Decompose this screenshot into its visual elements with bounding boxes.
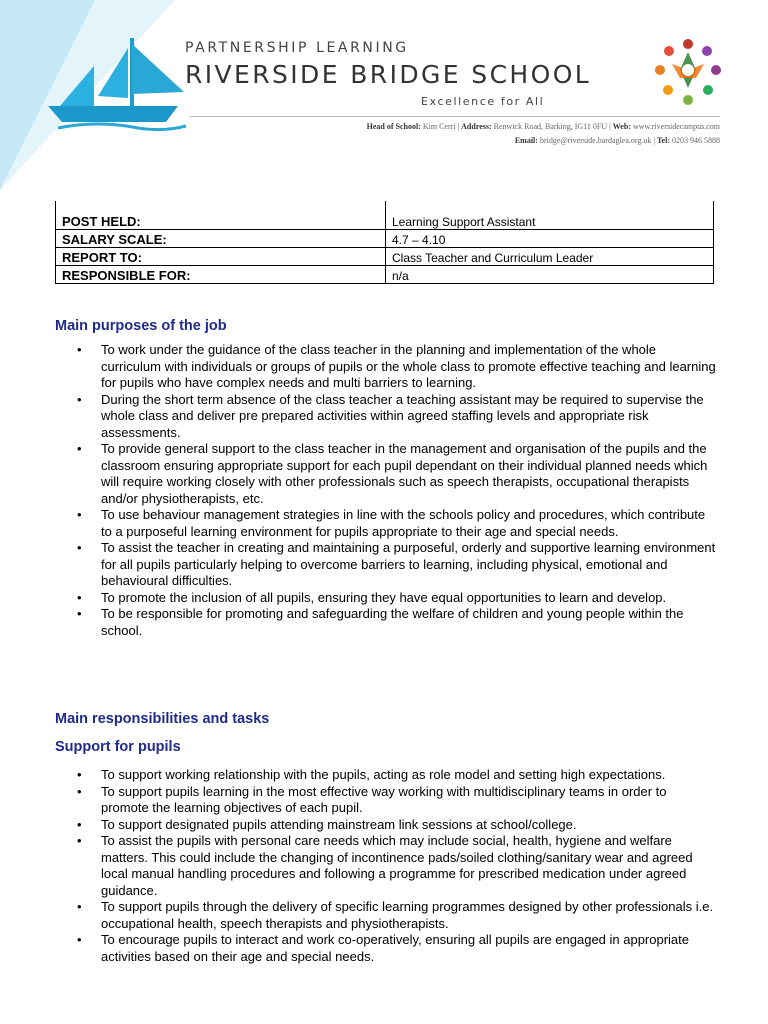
separator: | bbox=[653, 136, 655, 145]
email-label: Email: bbox=[514, 136, 538, 145]
tel-value: 0203 946 5888 bbox=[672, 136, 720, 145]
address-value: Renwick Road, Barking, IG11 0FU bbox=[493, 122, 608, 131]
report-to-label: REPORT TO: bbox=[56, 248, 386, 266]
report-to-value: Class Teacher and Curriculum Leader bbox=[386, 248, 714, 266]
responsible-for-value: n/a bbox=[386, 266, 714, 284]
support-list bbox=[101, 767, 716, 965]
web-link[interactable]: www.riversidecampus.com bbox=[632, 122, 720, 131]
brand-tagline: Excellence for All bbox=[421, 95, 545, 108]
list-item: • To encourage pupils to interact and work co-operatively, ensuring all pupils are engaged in appropriate activities based on their age and special needs. bbox=[101, 932, 716, 965]
list-item: • To provide general support to the class teacher in the management and organisation of the pupils and the classroom ensuring appropriate support for each pupil dependant on their individual planned needs which will require working closely with other professionals such as speech therapists, occupational therapists and/or physiotherapists, etc. bbox=[101, 441, 716, 507]
salary-scale-value: 4.7 – 4.10 bbox=[386, 230, 714, 248]
list-item: • To use behaviour management strategies in line with the schools policy and procedures, which contribute to a purposeful learning environment for pupils appropriate to their age and special needs. bbox=[101, 507, 716, 540]
list-item: • To assist the teacher in creating and maintaining a purposeful, orderly and supportive learning environment for all pupils particularly helping to overcome barriers to learning, including physical, emotional and behavioural difficulties. bbox=[101, 540, 716, 590]
post-held-value: Learning Support Assistant bbox=[386, 201, 714, 230]
web-label: Web: bbox=[612, 122, 631, 131]
list-item: • To support pupils through the delivery of specific learning programmes designed by other professionals i.e. occupational health, speech therapists and physiotherapists. bbox=[101, 899, 716, 932]
post-info-table bbox=[55, 201, 714, 284]
list-item: • To support pupils learning in the most effective way working with multidisciplinary teams in order to promote the learning objectives of each pupil. bbox=[101, 784, 716, 817]
header-divider bbox=[190, 116, 720, 117]
table-row bbox=[56, 248, 714, 266]
brand-partnership: PARTNERSHIP LEARNING bbox=[185, 40, 409, 56]
list-item: • To promote the inclusion of all pupils, ensuring they have equal opportunities to learn and develop. bbox=[101, 590, 716, 607]
list-item: • To support working relationship with the pupils, acting as role model and setting high expectations. bbox=[101, 767, 716, 784]
table-row bbox=[56, 230, 714, 248]
purposes-list bbox=[101, 342, 716, 639]
separator: | bbox=[457, 122, 460, 131]
salary-scale-label: SALARY SCALE: bbox=[56, 230, 386, 248]
section-title-responsibilities: Main responsibilities and tasks bbox=[55, 711, 270, 727]
list-item: • During the short term absence of the class teacher a teaching assistant may be required to supervise the whole class and deliver pre prepared activities within agreed staffing levels and appropriate risk assessments. bbox=[101, 392, 716, 442]
school-brand bbox=[185, 40, 591, 89]
brand-school-name: RIVERSIDE BRIDGE SCHOOL bbox=[185, 60, 592, 89]
section-title-support: Support for pupils bbox=[55, 739, 181, 755]
address-label: Address: bbox=[461, 122, 492, 131]
contact-line-1 bbox=[367, 122, 720, 131]
section-title-purposes: Main purposes of the job bbox=[55, 318, 227, 334]
flower-people-logo bbox=[652, 36, 724, 108]
responsible-for-label: RESPONSIBLE FOR: bbox=[56, 266, 386, 284]
tel-label: Tel: bbox=[656, 136, 670, 145]
list-item: • To work under the guidance of the class teacher in the planning and implementation of the whole curriculum with individuals or groups of pupils or the whole class to promote effective teaching and learning for pupils who have complex needs and multi barriers to learning. bbox=[101, 342, 716, 392]
list-item: • To be responsible for promoting and safeguarding the welfare of children and young people within the school. bbox=[101, 606, 716, 639]
table-row bbox=[56, 266, 714, 284]
contact-line-2 bbox=[515, 136, 720, 145]
sailing-boat-logo bbox=[38, 36, 188, 136]
separator: | bbox=[609, 122, 611, 131]
post-held-label: POST HELD: bbox=[56, 201, 386, 230]
table-row bbox=[56, 201, 714, 230]
list-item: • To assist the pupils with personal care needs which may include social, health, hygiene and welfare matters. This could include the changing of incontinence pads/soiled clothing/sanitary wear and agreed local manual handling procedures and following a programme for prescribed medication under agreed guidance. bbox=[101, 833, 716, 899]
list-item: • To support designated pupils attending mainstream link sessions at school/college. bbox=[101, 817, 716, 834]
head-label: Head of School: bbox=[366, 122, 421, 131]
head-value: Kim Cerri bbox=[422, 122, 456, 131]
email-link[interactable]: bridge@riverside.bardaglea.org.uk bbox=[539, 136, 652, 145]
